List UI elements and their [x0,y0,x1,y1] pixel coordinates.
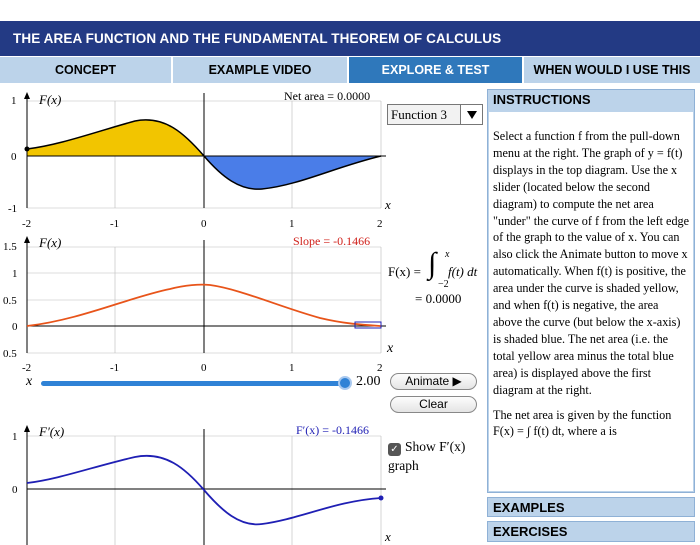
y-tick: -1 [8,203,18,215]
examples-heading[interactable]: EXAMPLES [493,500,565,515]
function-graph [0,87,391,233]
instructions-panel [487,89,695,493]
tab-when-would-i-use-this[interactable]: WHEN WOULD I USE THIS [524,57,700,83]
x-tick: 1 [289,218,295,230]
instructions-paragraph: The net area is given by the function F(x) = ∫ f(t) dt, where a is [493,407,672,439]
x-slider-value: 2.00 [356,374,381,389]
show-derivative-label: Show F′(x) graph [388,439,466,473]
x-tick: -1 [110,362,120,374]
tab-bar [0,57,700,83]
net-area-readout: Net area = 0.0000 [284,89,371,103]
end-point [379,496,384,501]
x-tick: 1 [289,362,295,374]
graph3-axis-label: F′(x) [39,424,65,439]
graph2-axis-label: F(x) [39,235,62,250]
x-tick: -2 [22,362,32,374]
x-tick: 0 [201,218,207,230]
tab-explore-test[interactable]: EXPLORE & TEST [349,57,524,83]
y-tick: 1 [12,268,18,280]
formula-value: = 0.0000 [415,291,462,306]
y-tick: 1 [11,95,17,107]
graph1-axis-label: F(x) [39,92,62,107]
y-tick: 0.5 [3,348,17,360]
y-tick: 1 [12,431,18,443]
area-formula [388,247,486,313]
negative-area [204,156,381,189]
instructions-body [489,112,693,491]
x-tick: -1 [110,218,120,230]
x-tick: 0 [201,362,207,374]
x-axis-label: x [385,197,391,212]
x-tick: 2 [377,362,383,374]
positive-area [27,120,204,156]
page-title: THE AREA FUNCTION AND THE FUNDAMENTAL THEOREM OF CALCULUS [0,21,700,56]
start-point [25,147,30,152]
instructions-paragraph: Select a function f from the pull-down menu at the right. The graph of y = f(t) displays in the top diagram. Use the x slider (located below the second diagram) to compute the net area "under" the curve of f from the left edge of the graph to the value of x. You can also click the Animate button to move x automatically. When f(t) is positive, the area under the curve is shaded yellow, and when f(t) is negative, the area above the curve (but below the x-axis) is shaded blue. The net area (i.e. the total yellow area minus the total blue area) is displayed above the first diagram at the right. [493,129,690,397]
y-tick: 1.5 [3,241,17,253]
checkmark-icon[interactable]: ✓ [388,443,401,456]
x-slider-label: x [26,374,33,389]
x-tick: -2 [22,218,32,230]
show-derivative-toggle[interactable] [388,437,488,475]
tab-example-video[interactable]: EXAMPLE VIDEO [173,57,349,83]
clear-button[interactable]: Clear [390,396,477,413]
slope-readout: Slope = -0.1466 [293,234,371,248]
x-tick: 2 [377,218,383,230]
y-tick: 0 [11,151,17,163]
formula-lower-bound: −2 [438,279,449,290]
examples-panel[interactable] [487,497,695,517]
top-strip [0,0,700,21]
x-slider-thumb[interactable] [338,376,352,390]
formula-upper-bound: x [445,249,450,260]
x-axis-label: x [387,341,394,356]
formula-integrand: f(t) dt [448,264,478,279]
area-function-graph [0,232,390,377]
derivative-readout: F′(x) = -0.1466 [296,423,370,437]
exercises-heading[interactable]: EXERCISES [493,524,568,539]
x-slider-track[interactable] [41,381,345,386]
function-select-value: Function 3 [391,106,447,122]
integral-sign-icon: ∫ [428,247,437,280]
derivative-graph [0,421,390,545]
animate-button[interactable]: Animate ▶ [390,373,477,390]
exercises-panel[interactable] [487,521,695,542]
y-tick: 0 [12,484,18,496]
y-tick: 0 [12,321,18,333]
formula-lhs: F(x) = [388,264,421,279]
instructions-heading[interactable]: INSTRUCTIONS [493,92,591,107]
function-select[interactable] [387,104,483,125]
tab-concept[interactable]: CONCEPT [0,57,173,83]
x-axis-label: x [385,529,391,544]
y-tick: 0.5 [3,295,17,307]
triangle-down-icon[interactable] [460,105,482,124]
x-slider-row [0,372,390,394]
